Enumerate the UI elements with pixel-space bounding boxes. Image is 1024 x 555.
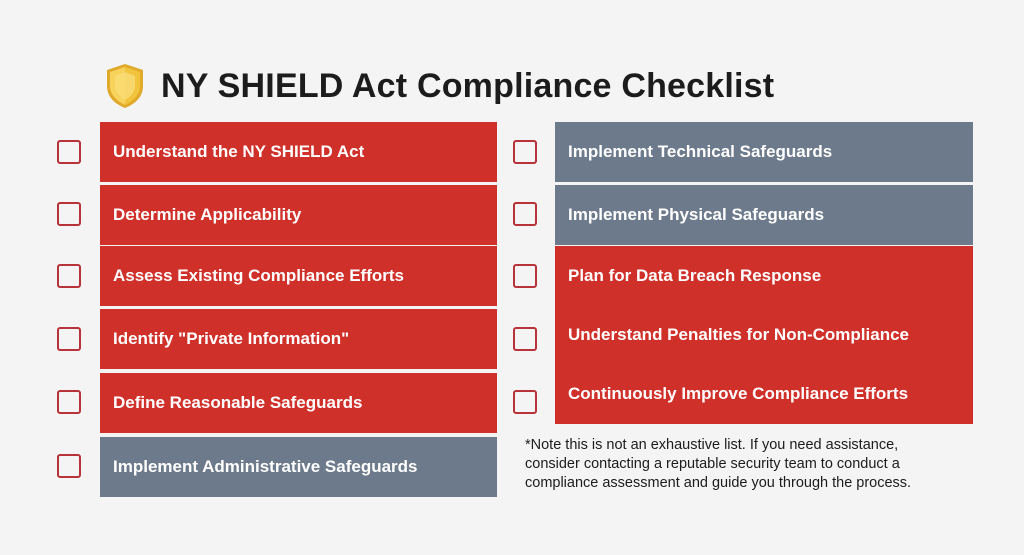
- checklist-item: [100, 122, 497, 182]
- checklist-item-label: Understand the NY SHIELD Act: [113, 142, 365, 161]
- checklist-item-label: Implement Physical Safeguards: [568, 205, 825, 224]
- checkbox[interactable]: [513, 202, 537, 226]
- footnote: *Note this is not an exhaustive list. If you need assistance, consider contacting a reputable security team to conduct a compliance assessment and guide you through the process.: [525, 437, 912, 491]
- checklist-item: [100, 437, 497, 497]
- checkbox[interactable]: [513, 140, 537, 164]
- checklist-item-label: Understand Penalties for Non-Compliance: [568, 325, 909, 344]
- checklist-item: [555, 246, 973, 306]
- checklist-item: [555, 122, 973, 182]
- checkbox[interactable]: [513, 390, 537, 414]
- checklist-item-label: Identify "Private Information": [113, 329, 350, 348]
- checklist-item-label: Assess Existing Compliance Efforts: [113, 266, 404, 285]
- checklist-item: [100, 246, 497, 306]
- checklist-item-label: Define Reasonable Safeguards: [113, 393, 363, 412]
- checkbox[interactable]: [57, 454, 81, 478]
- checklist-item: [100, 309, 497, 369]
- checklist-item-label: Implement Administrative Safeguards: [113, 457, 418, 476]
- checklist-item: [100, 373, 497, 433]
- checklist-item: [100, 185, 497, 245]
- checkbox[interactable]: [57, 264, 81, 288]
- header: [103, 62, 774, 110]
- checklist-item: [555, 305, 973, 365]
- checklist-item: [555, 185, 973, 245]
- checklist-item: [555, 364, 973, 424]
- checklist-item-label: Continuously Improve Compliance Efforts: [568, 384, 909, 403]
- checkbox[interactable]: [57, 140, 81, 164]
- checkbox[interactable]: [513, 264, 537, 288]
- checklist-item-label: Determine Applicability: [113, 205, 302, 224]
- checklist-item-label: Implement Technical Safeguards: [568, 142, 833, 161]
- shield-icon: [103, 62, 147, 110]
- checkbox[interactable]: [513, 327, 537, 351]
- checkbox[interactable]: [57, 327, 81, 351]
- page-title: NY SHIELD Act Compliance Checklist: [161, 66, 775, 105]
- checklist-item-label: Plan for Data Breach Response: [568, 266, 822, 285]
- checkbox[interactable]: [57, 390, 81, 414]
- checkbox[interactable]: [57, 202, 81, 226]
